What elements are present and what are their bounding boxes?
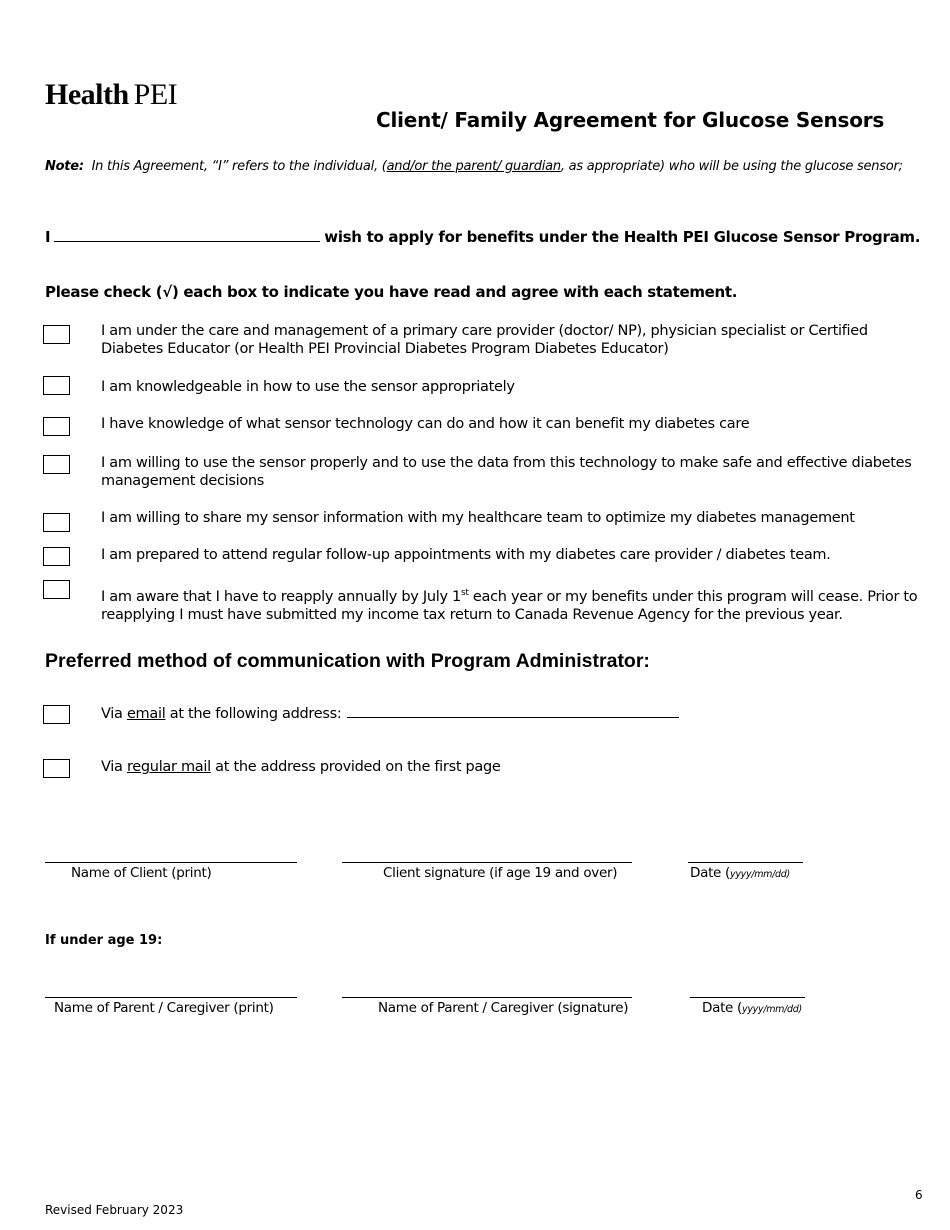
application-statement <box>45 227 920 246</box>
email-address-field[interactable] <box>347 703 679 718</box>
regular-mail-checkbox[interactable] <box>43 759 70 778</box>
parent-signature-label: Name of Parent / Caregiver (signature) <box>378 1000 629 1016</box>
logo-pei: PEI <box>133 78 178 111</box>
parent-date-label <box>702 1000 802 1016</box>
parent-name-line[interactable] <box>45 997 297 998</box>
client-name-label: Name of Client (print) <box>71 865 212 881</box>
under-19-heading: If under age 19: <box>45 933 163 948</box>
agreement-checkbox-7[interactable] <box>43 580 70 599</box>
statement-7-superscript: st <box>460 588 469 598</box>
checklist-heading: Please check (√) each box to indicate you have read and agree with each statement. <box>45 283 738 301</box>
client-date-line[interactable] <box>688 862 803 863</box>
agreement-checkbox-5[interactable] <box>43 513 70 532</box>
client-signature-label: Client signature (if age 19 and over) <box>383 865 618 881</box>
client-name-line[interactable] <box>45 862 297 863</box>
health-pei-logo <box>45 78 177 112</box>
client-signature-line[interactable] <box>342 862 632 863</box>
logo-health: Health <box>45 78 129 111</box>
date-format-text: yyyy/mm/dd) <box>730 869 790 880</box>
page-title: Client/ Family Agreement for Glucose Sensors <box>376 108 885 132</box>
statement-7-text-after: each year or my benefits under this program will cease. Prior to reapplying I must have submitted my income tax return to Canada Revenue Agency for the previous year. <box>101 588 918 623</box>
agreement-statement-1: I am under the care and management of a primary care provider (doctor/ NP), physician specialist or Certified Diabetes Educator (or Health PEI Provincial Diabetes Program Diabetes Educator) <box>101 323 868 357</box>
agreement-statement-2: I am knowledgeable in how to use the sensor appropriately <box>101 379 515 395</box>
communication-heading: Preferred method of communication with Program Administrator: <box>45 650 650 672</box>
parent-date-format-text: yyyy/mm/dd) <box>742 1004 802 1015</box>
statement-7-text-before: I am aware that I have to reapply annually by July 1 <box>101 588 461 605</box>
email-text-after: at the following address: <box>165 706 342 722</box>
agreement-checkbox-6[interactable] <box>43 547 70 566</box>
regular-mail-option <box>101 759 501 775</box>
revised-date: Revised February 2023 <box>45 1203 184 1217</box>
parent-date-line[interactable] <box>690 997 805 998</box>
application-prefix: I <box>45 228 51 246</box>
agreement-statement-3: I have knowledge of what sensor technology can do and how it can benefit my diabetes care <box>101 416 750 432</box>
agreement-statement-7 <box>101 584 931 624</box>
agreement-checkbox-3[interactable] <box>43 417 70 436</box>
note-paragraph <box>45 159 903 174</box>
parent-signature-line[interactable] <box>342 997 632 998</box>
agreement-statement-5: I am willing to share my sensor information with my healthcare team to optimize my diabetes management <box>101 510 855 526</box>
note-text-underlined: and/or the parent/ guardian <box>386 159 561 174</box>
parent-name-label: Name of Parent / Caregiver (print) <box>54 1000 274 1016</box>
email-option-label: email <box>126 706 166 722</box>
email-text-before: Via <box>101 706 127 722</box>
note-text-after: , as appropriate) who will be using the glucose sensor; <box>560 159 903 174</box>
regular-mail-label: regular mail <box>126 759 211 775</box>
application-suffix: wish to apply for benefits under the Health PEI Glucose Sensor Program. <box>324 228 921 246</box>
agreement-statement-4: I am willing to use the sensor properly and to use the data from this technology to make safe and effective diabetes management decisions <box>101 455 912 489</box>
note-label: Note: <box>45 159 84 174</box>
applicant-name-field[interactable] <box>54 227 320 242</box>
date-label-text: Date ( <box>690 865 731 881</box>
agreement-checkbox-1[interactable] <box>43 325 70 344</box>
agreement-checkbox-4[interactable] <box>43 455 70 474</box>
client-date-label <box>690 865 790 881</box>
agreement-statement-6: I am prepared to attend regular follow-up appointments with my diabetes care provider / diabetes team. <box>101 547 831 563</box>
mail-text-before: Via <box>101 759 127 775</box>
mail-text-after: at the address provided on the first page <box>210 759 501 775</box>
note-text-before: In this Agreement, “I” refers to the individual, ( <box>91 159 387 174</box>
email-checkbox[interactable] <box>43 705 70 724</box>
parent-date-label-text: Date ( <box>702 1000 743 1016</box>
email-option <box>101 703 679 722</box>
page-number: 6 <box>915 1188 923 1202</box>
agreement-checkbox-2[interactable] <box>43 376 70 395</box>
